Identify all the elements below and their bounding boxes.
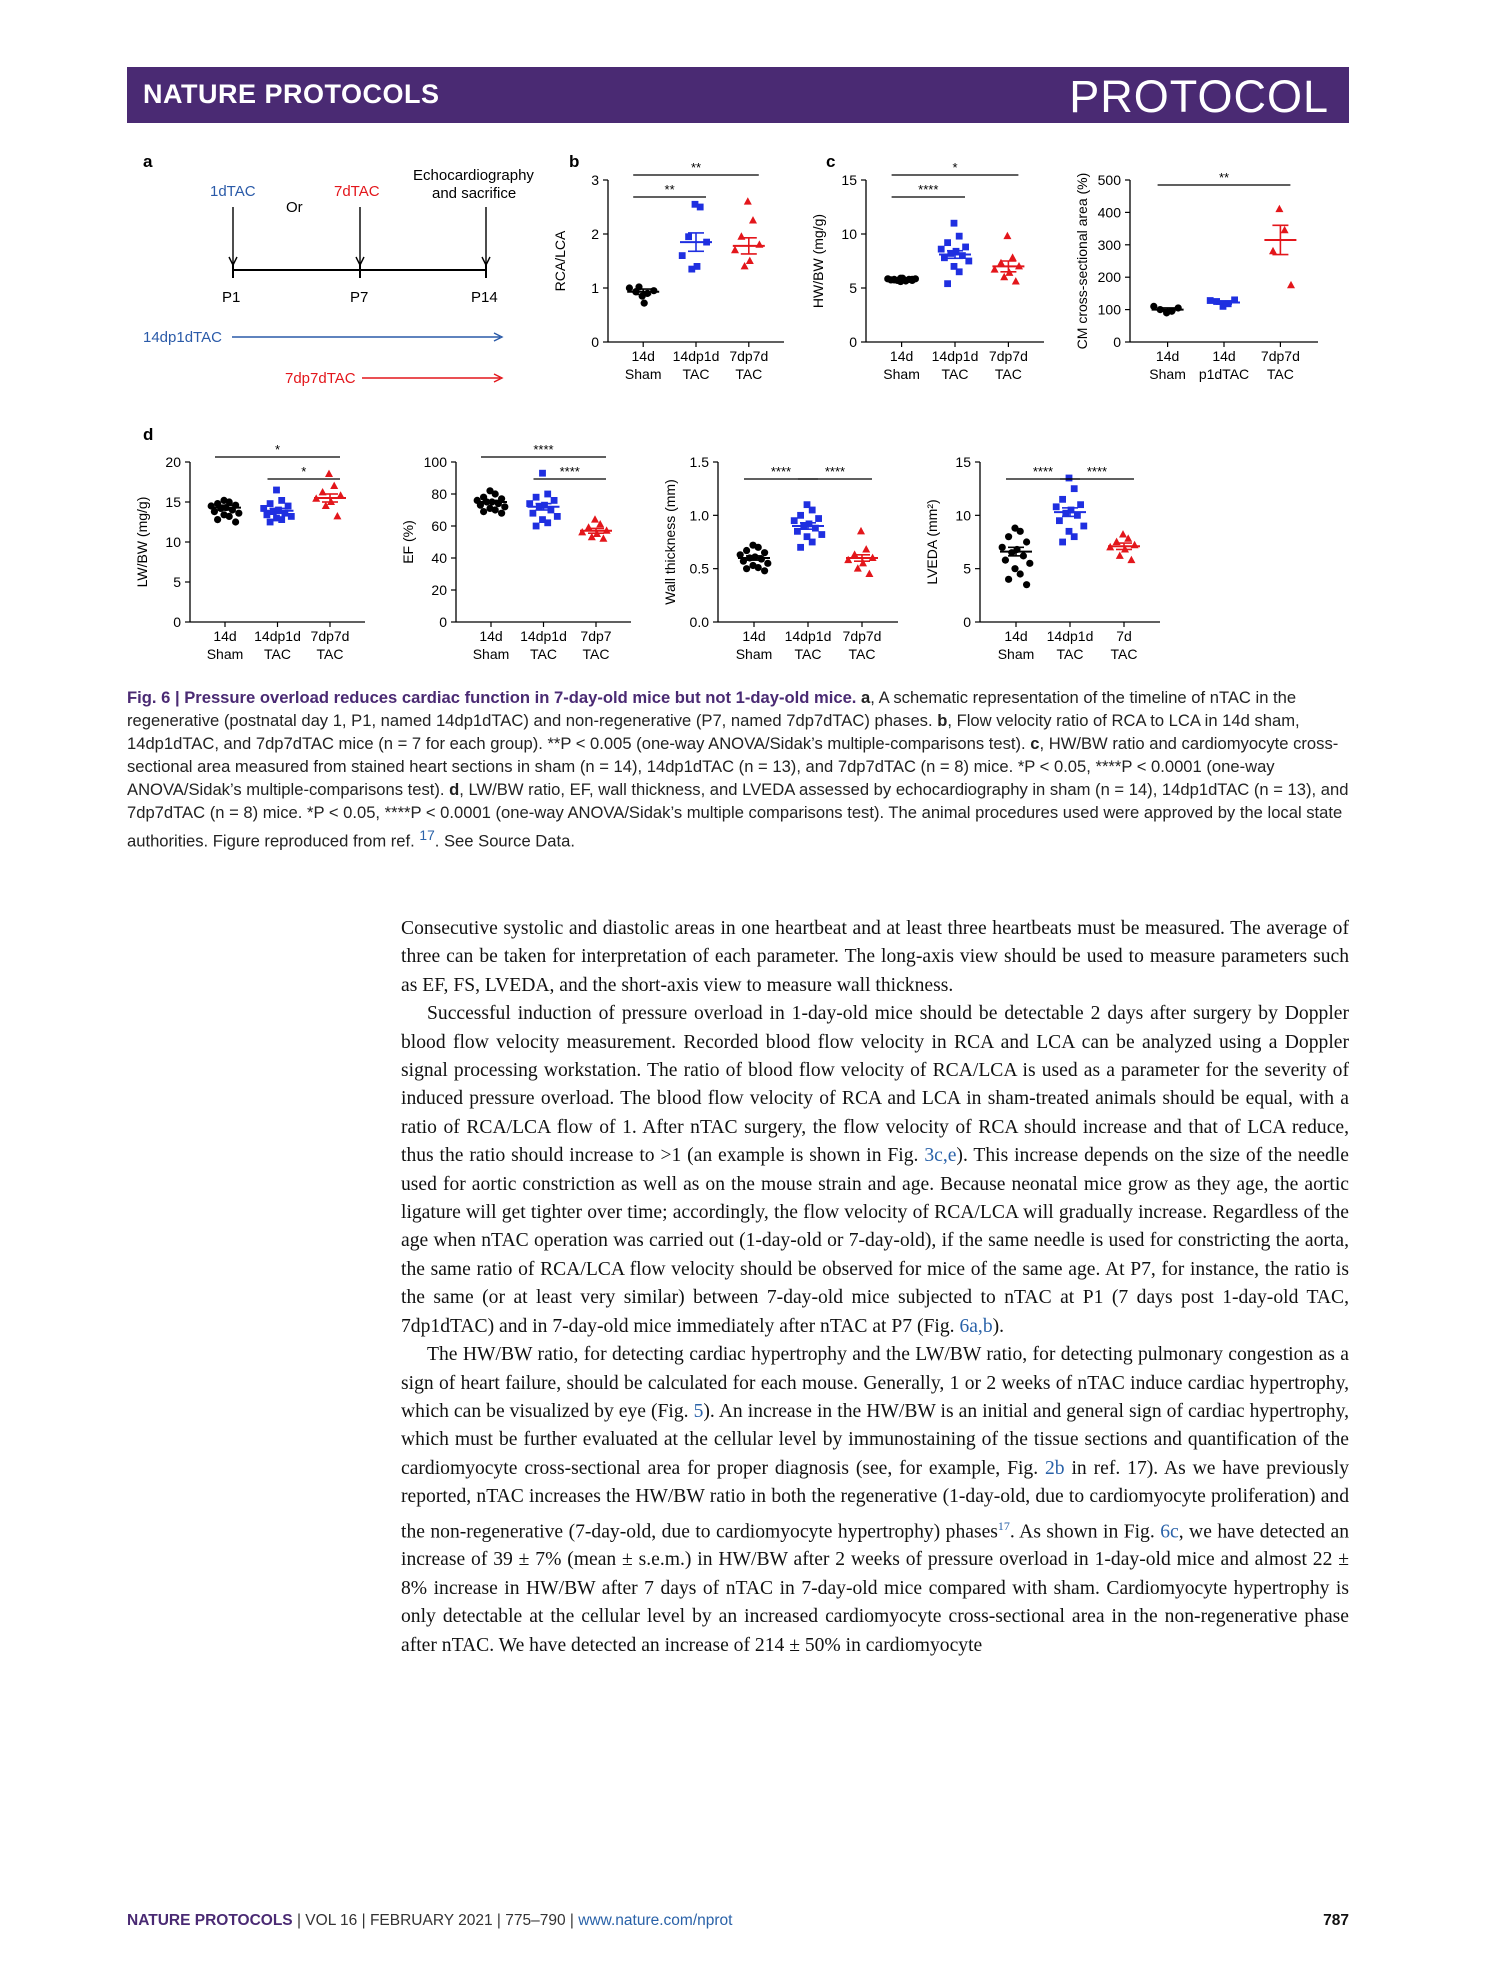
footer-volume: VOL 16 xyxy=(305,1912,358,1929)
caption-a-label: a xyxy=(861,688,871,707)
data-point xyxy=(749,216,757,223)
x-tick-label: Sham xyxy=(624,366,662,382)
data-point xyxy=(815,515,822,522)
label-7dp7dtac: 7dp7dTAC xyxy=(285,370,356,387)
data-point xyxy=(809,539,816,546)
significance-label: ** xyxy=(690,160,702,175)
x-tick-label: TAC xyxy=(682,366,710,382)
data-point xyxy=(1059,539,1066,546)
significance-label: **** xyxy=(770,464,792,479)
data-point xyxy=(1113,538,1121,545)
x-tick-label: 7dp7d xyxy=(729,348,769,364)
data-point xyxy=(480,508,487,515)
y-tick-label: 10 xyxy=(841,226,857,242)
data-point xyxy=(859,559,867,566)
data-point xyxy=(1066,475,1073,482)
x-tick-label: p1dTAC xyxy=(1198,366,1250,382)
data-point xyxy=(1071,533,1078,540)
data-point xyxy=(1017,570,1024,577)
data-point xyxy=(551,497,558,504)
significance-label: **** xyxy=(559,464,580,479)
data-point xyxy=(679,252,686,259)
data-point xyxy=(544,491,551,498)
data-point xyxy=(951,220,958,227)
fig-link-5[interactable]: 5 xyxy=(693,1400,704,1422)
x-tick-label: TAC xyxy=(530,646,557,662)
data-point xyxy=(533,494,540,501)
data-point xyxy=(650,287,657,294)
data-point xyxy=(688,266,695,273)
data-point xyxy=(492,490,499,497)
caption-tail: . See Source Data. xyxy=(434,831,575,851)
footer-journal: NATURE PROTOCOLS xyxy=(127,1912,293,1929)
y-tick-label: 15 xyxy=(955,454,971,470)
y-tick-label: 500 xyxy=(1097,172,1121,188)
data-point xyxy=(1056,517,1063,524)
caption-lead: Fig. 6 | Pressure overload reduces cardiac function in 7-day-old mice but not 1-day-old mice. xyxy=(127,688,857,707)
x-tick-label: 14d xyxy=(1004,628,1028,644)
data-point xyxy=(278,516,285,523)
footer-pages: 775–790 xyxy=(505,1912,566,1929)
footer-date: FEBRUARY 2021 xyxy=(369,1912,493,1929)
data-point xyxy=(999,544,1006,551)
significance-label: ** xyxy=(1218,170,1230,185)
y-tick-label: 0 xyxy=(963,614,971,630)
x-tick-label: TAC xyxy=(582,646,610,662)
data-point xyxy=(288,513,295,520)
data-point xyxy=(1023,581,1030,588)
data-point xyxy=(325,470,333,477)
p3-text-d: . As shown in Fig. xyxy=(1009,1521,1161,1543)
data-point xyxy=(797,512,804,519)
data-point xyxy=(333,512,341,519)
caption-c-label: c xyxy=(1030,734,1040,753)
data-point xyxy=(909,277,916,284)
data-point xyxy=(755,544,762,551)
caption-c-text: , HW/BW ratio and cardiomyocyte cross-sectional area measured from stained heart sections in sham (n = 14), 14dp1dTAC (n = 13), and 7dp7dTAC (n = 8) mice. *P < 0.05, ****P < 0.0001 (one-way ANOVA/Sidak’s multiple-comparisons test). xyxy=(127,734,1339,799)
data-point xyxy=(273,487,280,494)
label-echo-1: Echocardiography xyxy=(413,167,534,184)
data-point xyxy=(761,549,768,556)
y-tick-label: 100 xyxy=(1097,301,1121,318)
p3-text-c: in ref. 17). As we have previously reported, nTAC increases the HW/BW ratio in both the regenerative (1-day-old, due to cardiomyocyte proliferation) and the non-regenerative (7-day-old, due to cardiomyocyte hypertrophy) phases xyxy=(401,1457,1349,1543)
panel-b-letter: b xyxy=(569,152,580,171)
fig-link-3ce[interactable]: 3c,e xyxy=(924,1145,957,1167)
label-p1: P1 xyxy=(222,289,241,306)
x-tick-label: TAC xyxy=(848,646,876,662)
x-tick-label: TAC xyxy=(1266,366,1294,382)
data-point xyxy=(746,257,754,264)
data-point xyxy=(232,518,239,525)
x-tick-label: Sham xyxy=(997,646,1035,662)
y-tick-label: 3 xyxy=(591,172,599,188)
y-tick-label: 60 xyxy=(431,518,447,534)
data-point xyxy=(1026,560,1033,567)
data-point xyxy=(1005,533,1012,540)
data-point xyxy=(857,527,865,534)
data-point xyxy=(944,239,951,246)
panel-a-letter: a xyxy=(143,152,153,171)
data-point xyxy=(685,233,692,240)
significance-label: **** xyxy=(1032,464,1054,479)
data-point xyxy=(1011,565,1018,572)
p2-text-a: Successful induction of pressure overload in 1-day-old mice should be detectable 2 days after surgery by Doppler blood flow velocity measurement. Recorded blood flow velocity in RCA and LCA can be analyzed using a Doppler signal processing workstation. The ratio of blood flow velocity of RCA/LCA is used as a parameter for the severity of induced pressure overload. The blood flow velocity of RCA and LCA in sham-treated animals should be equal, with a ratio of RCA/LCA flow of 1. After nTAC surgery, the flow velocity of RCA should increase and that of LCA reduce, thus the ratio should increase to >1 (an example is shown in Fig. xyxy=(401,1003,1349,1167)
x-tick-label: Sham xyxy=(472,646,510,662)
y-tick-label: 5 xyxy=(173,574,181,590)
x-tick-label: 7dp7d xyxy=(842,628,882,644)
data-point xyxy=(1269,247,1277,254)
caption-ref-link[interactable]: 17 xyxy=(419,827,435,843)
x-tick-label: TAC xyxy=(1056,646,1084,662)
body-text xyxy=(401,915,1349,1660)
journal-name: NATURE PROTOCOLS xyxy=(143,79,440,109)
journal-header xyxy=(127,67,1349,123)
y-tick-label: 400 xyxy=(1097,204,1121,221)
x-tick-label: TAC xyxy=(1110,646,1138,662)
x-tick-label: TAC xyxy=(264,646,291,662)
x-tick-label: TAC xyxy=(994,366,1022,382)
x-tick-label: 7dp7d xyxy=(1260,348,1300,364)
data-point xyxy=(530,510,537,517)
x-tick-label: 14dp1d xyxy=(254,628,301,644)
ref-link-17[interactable]: 17 xyxy=(997,1518,1010,1533)
significance-label: * xyxy=(952,160,958,175)
data-point xyxy=(267,500,274,507)
p2-text-c: ). xyxy=(992,1315,1005,1337)
y-tick-label: 15 xyxy=(165,494,181,510)
x-tick-label: 14d xyxy=(479,628,503,644)
significance-label: **** xyxy=(918,182,939,197)
y-tick-label: 300 xyxy=(1097,236,1121,253)
data-point xyxy=(1287,281,1295,288)
data-point xyxy=(226,513,233,520)
data-point xyxy=(1127,556,1135,563)
data-point xyxy=(743,565,750,572)
data-point xyxy=(1003,232,1011,239)
caption-b-label: b xyxy=(937,711,948,730)
y-tick-label: 2 xyxy=(591,226,599,242)
data-point xyxy=(1062,510,1069,517)
data-point xyxy=(539,470,546,477)
label-p7: P7 xyxy=(350,289,369,306)
x-tick-label: Sham xyxy=(1149,366,1186,382)
x-tick-label: TAC xyxy=(941,366,969,382)
caption-b-text: , Flow velocity ratio of RCA to LCA in 14d sham, 14dp1dTAC, and 7dp7dTAC mice (n = 7 for each group). **P < 0.005 (one-way ANOVA/Sidak’s multiple-comparisons test). xyxy=(127,711,1300,753)
x-tick-label: Sham xyxy=(206,646,244,662)
data-point xyxy=(1116,551,1124,558)
data-point xyxy=(1017,528,1024,535)
x-tick-label: 14dp1d xyxy=(672,348,720,364)
panel-a xyxy=(143,152,534,387)
x-tick-label: 14dp1d xyxy=(784,628,832,644)
data-point xyxy=(794,528,801,535)
label-echo-2: and sacrifice xyxy=(432,185,517,202)
x-tick-label: 14dp1d xyxy=(520,628,567,644)
y-tick-label: 200 xyxy=(1097,269,1121,286)
x-tick-label: 14d xyxy=(1212,348,1236,364)
y-tick-label: 0 xyxy=(173,614,181,630)
data-point xyxy=(330,482,338,489)
data-point xyxy=(962,244,969,251)
fig-link-6c[interactable]: 6c xyxy=(1160,1521,1179,1543)
x-tick-label: 14d xyxy=(213,628,237,644)
data-point xyxy=(956,233,963,240)
caption-a-text: , A schematic representation of the timeline of nTAC in the regenerative (postnatal day 1, P1, named 14dp1dTAC) and non-regenerative (P7, named 7dp7dTAC) phases. xyxy=(127,688,1297,730)
y-axis-label: HW/BW (mg/g) xyxy=(810,213,826,309)
x-tick-label: 14dp1d xyxy=(931,348,979,364)
p2-text-b: ). This increase depends on the size of the needle used for aortic constriction as well as on the mouse strain and age. Because neonatal mice grow as they age, the aortic ligature will get tighter over time; accordingly, the flow velocity of RCA/LCA will gradually increase. Regardless of the age when nTAC operation was carried out (1-day-old or 7-day-old), if the same needle is used for constricting the aorta, the same ratio of RCA/LCA flow velocity should be observed for mice of the same age. At P7, for instance, the ratio is the same (or at least very similar) between 7-day-old mice subjected to nTAC at P1 (7 days post 1-day-old TAC, 7dp1dTAC) and in 7-day-old mice immediately after nTAC at P7 (Fig. xyxy=(401,1145,1349,1337)
data-point xyxy=(809,507,816,514)
paragraph-1: Consecutive systolic and diastolic areas in one heartbeat and at least three heartbeats must be measured. The average of three can be taken for interpretation of each parameter. The long-axis view should be used to measure parameters such as EF, FS, LVEDA, and the short-axis view to measure wall thickness. xyxy=(401,918,1349,996)
p3-text-a: The HW/BW ratio, for detecting cardiac hypertrophy and the LW/BW ratio, for detecting pulmonary congestion as a sign of heart failure, should be calculated for each mouse. Generally, 1 or 2 weeks of nTAC induce cardiac hypertrophy, which can be visualized by eye (Fig. xyxy=(401,1344,1349,1422)
data-point xyxy=(626,284,633,291)
y-tick-label: 5 xyxy=(963,560,971,577)
significance-label: **** xyxy=(1086,464,1108,479)
y-tick-label: 10 xyxy=(165,534,181,550)
data-point xyxy=(997,259,1005,266)
y-tick-label: 20 xyxy=(431,582,447,598)
data-point xyxy=(492,506,499,513)
data-point xyxy=(641,300,648,307)
article-type: PROTOCOL xyxy=(1069,71,1329,122)
data-point xyxy=(862,545,870,552)
x-tick-label: TAC xyxy=(794,646,822,662)
footer-sep: | xyxy=(296,1912,301,1929)
data-point xyxy=(865,570,873,577)
data-point xyxy=(585,523,593,530)
significance-label: * xyxy=(274,442,281,457)
x-tick-label: 7dp7 xyxy=(580,628,612,644)
data-point xyxy=(1059,496,1066,503)
fig-link-2b[interactable]: 2b xyxy=(1045,1457,1065,1479)
data-point xyxy=(938,246,945,253)
y-tick-label: 0 xyxy=(1113,334,1121,350)
data-point xyxy=(1080,523,1087,530)
y-tick-label: 0 xyxy=(439,614,447,630)
data-point xyxy=(1023,538,1030,545)
footer-sep: | xyxy=(569,1912,574,1929)
y-tick-label: 0.5 xyxy=(689,560,709,577)
paragraph-2 xyxy=(401,1000,1349,1341)
data-point xyxy=(599,534,607,541)
label-1dtac: 1dTAC xyxy=(210,183,256,200)
p3-text-e: , we have detected an increase of 39 ± 7% (mean ± s.e.m.) in HW/BW after 2 weeks of pressure overload in 1-day-old mice and almost 22 ± 8% increase in HW/BW after 7 days of nTAC in 7-day-old mice compared with sham. Cardiomyocyte hypertrophy is only detectable at the cellular level by an increased cardiomyocyte cross-sectional area in the non-regenerative phase after nTAC. We have detected an increase of 214 ± 50% in cardiomyocyte xyxy=(401,1521,1349,1656)
data-point xyxy=(743,547,750,554)
y-tick-label: 10 xyxy=(955,507,971,524)
y-tick-label: 0 xyxy=(849,334,857,350)
y-tick-label: 0.0 xyxy=(689,614,709,630)
data-point xyxy=(697,204,704,211)
significance-label: * xyxy=(301,464,307,479)
fig-link-6ab[interactable]: 6a,b xyxy=(959,1315,993,1337)
y-tick-label: 1.5 xyxy=(689,454,709,470)
data-point xyxy=(501,503,508,510)
data-point xyxy=(554,513,561,520)
y-tick-label: 1 xyxy=(591,280,599,296)
figure-6 xyxy=(0,140,1489,680)
charts-layer xyxy=(134,160,1318,662)
data-point xyxy=(214,516,221,523)
data-point xyxy=(744,197,752,204)
data-point xyxy=(1077,501,1084,508)
x-tick-label: 7dp7d xyxy=(310,628,350,644)
y-axis-label: EF (%) xyxy=(400,520,416,564)
x-tick-label: 14dp1d xyxy=(1046,628,1094,644)
data-point xyxy=(761,567,768,574)
data-point xyxy=(1002,557,1009,564)
label-7dtac: 7dTAC xyxy=(334,183,380,200)
y-tick-label: 80 xyxy=(431,486,447,502)
data-point xyxy=(844,556,852,563)
x-tick-label: 14d xyxy=(889,348,914,364)
y-tick-label: 15 xyxy=(841,172,857,188)
caption-d-label: d xyxy=(449,780,460,799)
significance-label: ** xyxy=(664,182,675,197)
y-axis-label: LVEDA (mm²) xyxy=(924,499,940,585)
data-point xyxy=(285,503,292,510)
data-point xyxy=(1281,226,1289,233)
data-point xyxy=(818,531,825,538)
data-point xyxy=(965,258,972,265)
data-point xyxy=(764,560,771,567)
data-point xyxy=(731,246,739,253)
data-point xyxy=(1012,277,1020,284)
footer-sep: | xyxy=(496,1912,501,1929)
data-point xyxy=(1275,205,1283,212)
data-point xyxy=(498,510,505,517)
label-or: Or xyxy=(286,199,303,216)
y-axis-label: CM cross-sectional area (%) xyxy=(1074,172,1090,350)
x-tick-label: TAC xyxy=(735,366,763,382)
data-point xyxy=(737,232,745,239)
data-point xyxy=(956,268,963,275)
panel-d-letter: d xyxy=(143,425,154,444)
data-point xyxy=(1053,503,1060,510)
x-tick-label: Sham xyxy=(735,646,773,662)
x-tick-label: 14d xyxy=(631,348,655,364)
data-point xyxy=(264,511,271,518)
y-axis-label: LW/BW (mg/g) xyxy=(134,496,150,588)
data-point xyxy=(267,519,274,526)
data-point xyxy=(278,497,285,504)
label-p14: P14 xyxy=(471,289,498,306)
data-point xyxy=(791,517,798,524)
page-footer xyxy=(127,1912,1349,1930)
caption-d-text: , LW/BW ratio, EF, wall thickness, and LVEDA assessed by echocardiography in sham (n = 14), 14dp1dTAC (n = 13), and 7dp7dTAC (n = 8) mice. *P < 0.05, ****P < 0.0001 (one-way ANOVA/Sidak’s multiple comparisons test). The animal procedures used were approved by the local state authorities. Figure reproduced from ref. xyxy=(127,780,1349,851)
data-point xyxy=(591,515,599,522)
x-tick-label: Sham xyxy=(883,366,920,382)
data-point xyxy=(544,519,551,526)
data-point xyxy=(797,544,804,551)
significance-label: **** xyxy=(824,464,846,479)
data-point xyxy=(211,508,218,515)
data-point xyxy=(755,564,762,571)
y-axis-label: RCA/LCA xyxy=(552,230,568,292)
panel-c-letter: c xyxy=(826,152,836,171)
data-point xyxy=(1071,485,1078,492)
significance-label: **** xyxy=(533,442,554,457)
data-point xyxy=(944,280,951,287)
page-number: 787 xyxy=(1323,1912,1349,1929)
y-tick-label: 20 xyxy=(165,454,181,470)
figure-caption xyxy=(127,686,1349,853)
y-tick-label: 0 xyxy=(591,334,599,350)
data-point xyxy=(235,510,242,517)
footer-sep: | xyxy=(361,1912,366,1929)
y-tick-label: 5 xyxy=(849,280,857,296)
x-tick-label: 7dp7d xyxy=(988,348,1028,364)
p3-text-b: ). An increase in the HW/BW is an initial and general sign of cardiac hypertrophy, which must be further evaluated at the cellular level by immunostaining of the tissue sections and quantification of the cardiomyocyte cross-sectional area for proper diagnosis (see, for example, Fig. xyxy=(401,1400,1349,1479)
footer-url[interactable]: www.nature.com/nprot xyxy=(578,1912,733,1929)
data-point xyxy=(533,523,540,530)
y-axis-label: Wall thickness (mm) xyxy=(662,479,678,605)
y-tick-label: 1.0 xyxy=(689,507,709,524)
data-point xyxy=(1009,253,1017,260)
x-tick-label: 14d xyxy=(1155,348,1180,364)
label-14dp1dtac: 14dp1dTAC xyxy=(143,329,222,346)
data-point xyxy=(1119,530,1127,537)
paragraph-3 xyxy=(401,1341,1349,1660)
x-tick-label: 7d xyxy=(1116,628,1132,644)
y-tick-label: 40 xyxy=(431,550,447,566)
data-point xyxy=(1005,576,1012,583)
x-tick-label: 14d xyxy=(742,628,766,644)
x-tick-label: TAC xyxy=(316,646,344,662)
y-tick-label: 100 xyxy=(423,454,447,470)
